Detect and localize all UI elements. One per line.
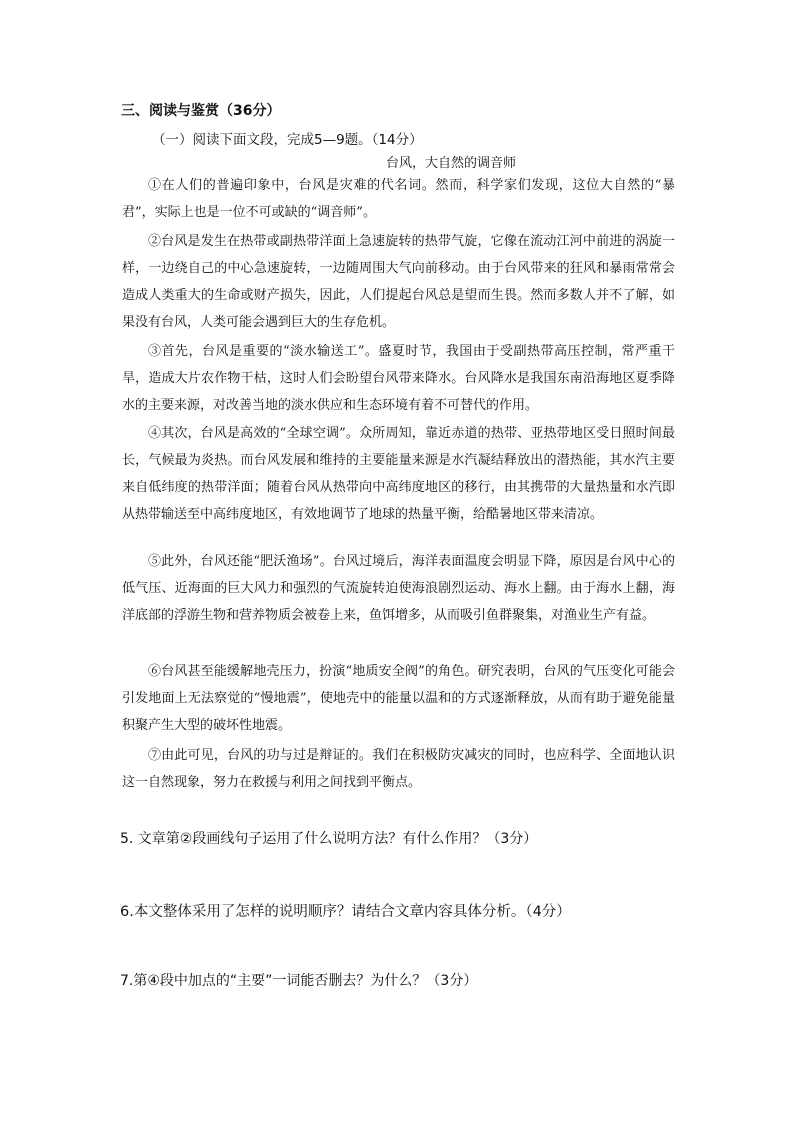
paragraph-1: ①在人们的普遍印象中，台风是灾难的代名词。然而，科学家们发现，这位大自然的“暴君”，实际上也是一位不可或缺的“调音师”。 — [122, 178, 675, 220]
section-heading: 三、阅读与鉴赏（36分） — [121, 103, 281, 119]
paragraph-5: ⑤此外，台风还能“肥沃渔场”。台风过境后，海洋表面温度会明显下降，原因是台风中心的低气压、近海面的巨大风力和强烈的气流旋转迫使海浪剧烈运动、海水上翻。由于海水上翻，海洋底部的浮游生物和营养物质会被卷上来，鱼饵增多，从而吸引鱼群聚集，对渔业生产有益。 — [122, 554, 675, 623]
paragraph-4: ④其次，台风是高效的“全球空调”。众所周知，靠近赤道的热带、亚热带地区受日照时间最长，气候最为炎热。而台风发展和维持的主要能量来源是水汽凝结释放出的潜热能，其水汽主要来自低纬度的热带洋面；随着台风从热带向中高纬度地区的移行，由其携带的大量热量和水汽即从热带输送至中高纬度地区，有效地调节了地球的热量平衡，给酷暑地区带来清凉。 — [122, 426, 675, 522]
question-5: 5. 文章第②段画线句子运用了什么说明方法？有什么作用？（3分） — [120, 831, 538, 847]
paragraph-3: ③首先，台风是重要的“淡水输送工”。盛夏时节，我国由于受副热带高压控制，常严重干旱，造成大片农作物干枯，这时人们会盼望台风带来降水。台风降水是我国东南沿海地区夏季降水的主要来源，对改善当地的淡水供应和生态环境有着不可替代的作用。 — [122, 344, 675, 413]
article-title — [0, 152, 794, 171]
question-7: 7.第④段中加点的“主要”一词能否删去？为什么？（3分） — [120, 973, 478, 989]
paragraph-6: ⑥台风甚至能缓解地壳压力，扮演“地质安全阀”的角色。研究表明，台风的气压变化可能会引发地面上无法察觉的“慢地震”，使地壳中的能量以温和的方式逐渐释放，从而有助于避免能量积聚产生大型的破坏性地震。 — [122, 664, 675, 733]
question-6: 6.本文整体采用了怎样的说明顺序？请结合文章内容具体分析。（4分） — [120, 904, 571, 920]
paragraph-7: ⑦由此可见，台风的功与过是辩证的。我们在积极防灾减灾的同时，也应科学、全面地认识这一自然现象，努力在救援与利用之间找到平衡点。 — [122, 748, 675, 790]
sub-heading: （一）阅读下面文段，完成5—9题。（14分） — [152, 132, 423, 148]
article-title-text: 台风，大自然的调音师 — [385, 156, 516, 171]
paragraph-2: ②台风是发生在热带或副热带洋面上急速旋转的热带气旋，它像在流动江河中前进的涡旋一样，一边绕自己的中心急速旋转，一边随周围大气向前移动。由于台风带来的狂风和暴雨常常会造成人类重大的生命或财产损失，因此，人们提起台风总是望而生畏。然而多数人并不了解，如果没有台风，人类可能会遇到巨大的生存危机。 — [122, 234, 675, 330]
